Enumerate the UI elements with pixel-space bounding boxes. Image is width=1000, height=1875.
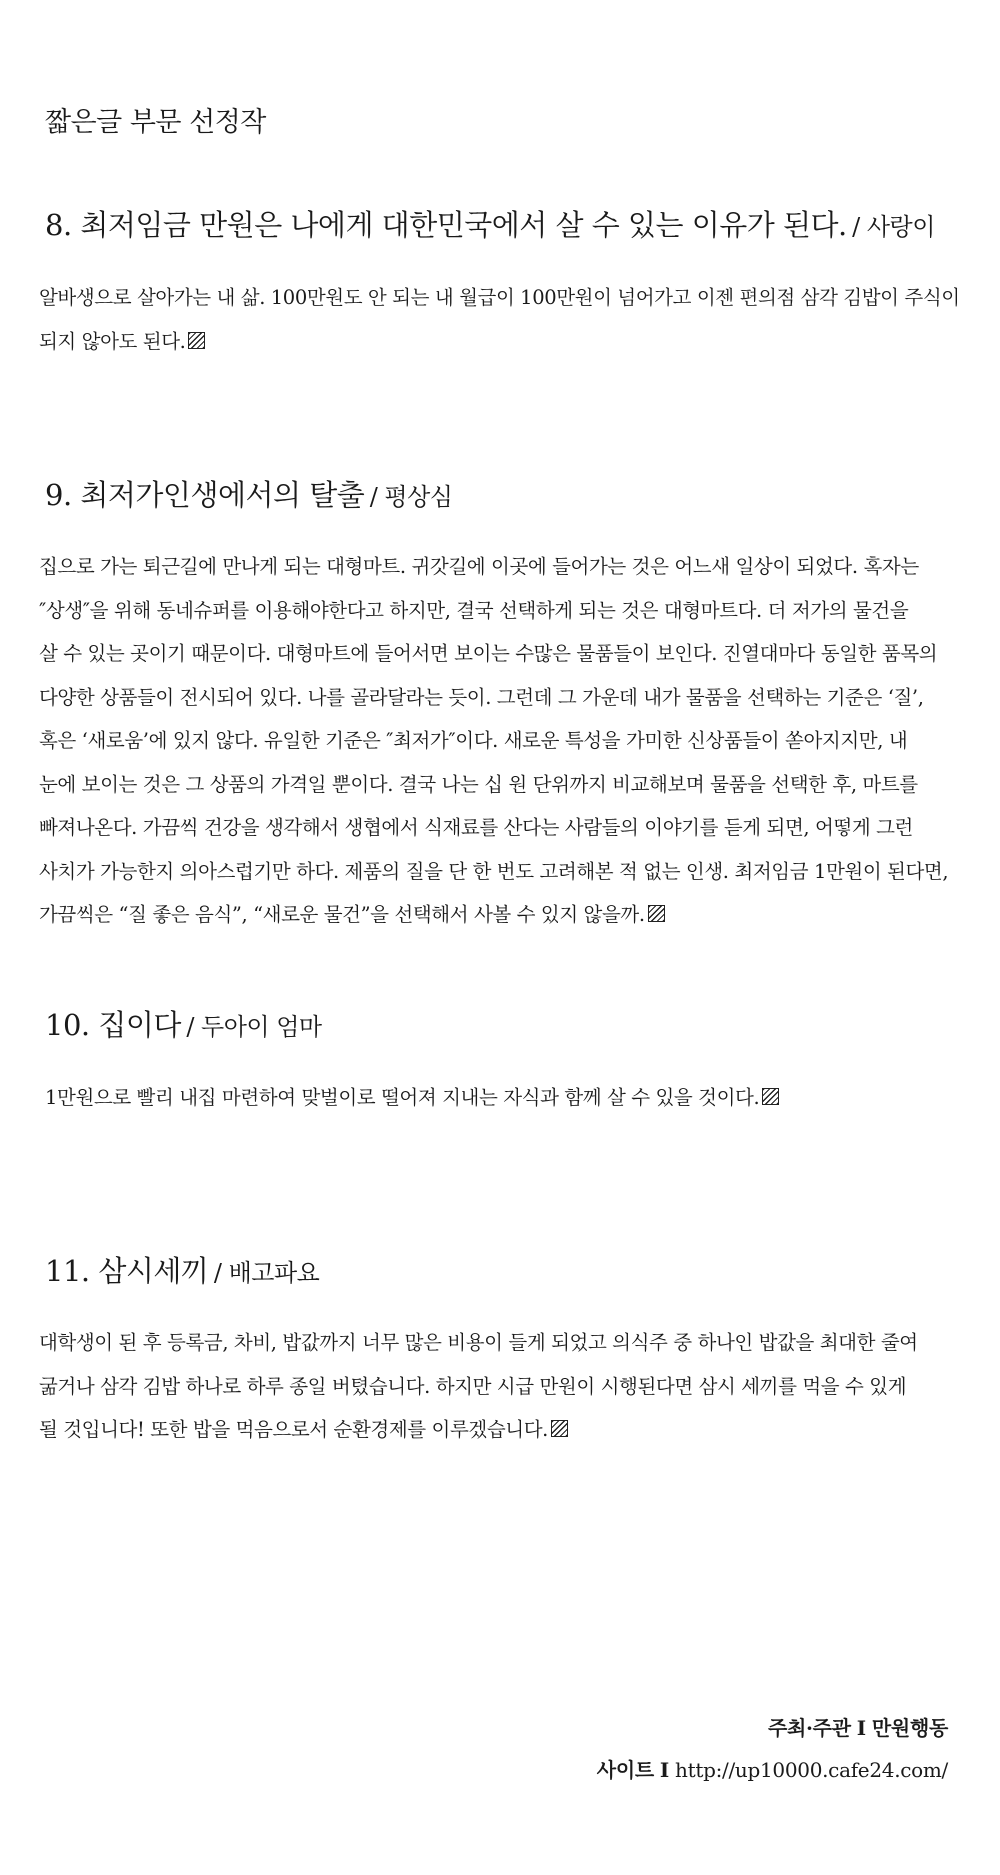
entry-body-line: 빠져나온다. 가끔씩 건강을 생각해서 생협에서 식재료를 산다는 사람들의 이야기를 듣게 되면, 어떻게 그런: [39, 816, 913, 839]
footer-site-url[interactable]: http://up10000.cafe24.com/: [675, 1758, 948, 1782]
entry-body-line: 굶거나 삼각 김밥 하나로 하루 종일 버텼습니다. 하지만 시급 만원이 시행된다면 삼시 세끼를 먹을 수 있게: [39, 1374, 907, 1398]
entry-body-line: 가끔씩은 “질 좋은 음식”, “새로운 물건”을 선택해서 사볼 수 있지 않을까.: [39, 893, 974, 937]
entry-title-11: [45, 1249, 319, 1290]
entry-title-text: 8. 최저임금 만원은 나에게 대한민국에서 살 수 있는 이유가 된다.: [45, 208, 847, 242]
entry-body-line: 되지 않아도 된다.: [39, 320, 974, 364]
end-mark-icon: [551, 1420, 568, 1437]
entry-title-text: 11. 삼시세끼: [45, 1254, 209, 1288]
entry-author: / 배고파요: [213, 1259, 320, 1287]
entry-title-text: 10. 집이다: [45, 1008, 181, 1042]
section-title: 짧은글 부문 선정작: [45, 107, 266, 138]
entry-title-text: 9. 최저가인생에서의 탈출: [45, 478, 365, 512]
entry-body-line: 대학생이 된 후 등록금, 차비, 밥값까지 너무 많은 비용이 들게 되었고 의식주 중 하나인 밥값을 최대한 줄여: [39, 1331, 918, 1354]
entry-body-line: 사치가 가능한지 의아스럽기만 하다. 제품의 질을 단 한 번도 고려해본 적 없는 인생. 최저임금 1만원이 된다면,: [39, 859, 949, 883]
entry-body-line: 알바생으로 살아가는 내 삶. 100만원도 안 되는 내 월급이 100만원이 넘어가고 이젠 편의점 삼각 김밥이 주식이: [39, 286, 960, 309]
entry-title-8: [45, 203, 935, 244]
footer-site-label: 사이트: [596, 1758, 654, 1782]
footer-host-label: 주최·주관: [767, 1716, 851, 1740]
entry-body-10: [45, 1076, 980, 1120]
entry-author: / 두아이 엄마: [186, 1013, 322, 1041]
end-mark-icon: [762, 1088, 779, 1105]
entry-body-line: 살 수 있는 곳이기 때문이다. 대형마트에 들어서면 보이는 수많은 물품들이 보인다. 진열대마다 동일한 품목의: [39, 642, 938, 665]
footer-host: [768, 1712, 948, 1741]
footer-separator: I: [856, 1716, 866, 1740]
entry-body-line: 집으로 가는 퇴근길에 만나게 되는 대형마트. 귀갓길에 이곳에 들어가는 것은 어느새 일상이 되었다. 혹자는: [39, 555, 919, 578]
end-mark-icon: [188, 332, 205, 349]
entry-body-11: [39, 1321, 974, 1452]
entry-body-line: 1만원으로 빨리 내집 마련하여 맞벌이로 떨어져 지내는 자식과 함께 살 수 있을 것이다.: [45, 1076, 980, 1120]
entry-author: / 평상심: [369, 483, 453, 511]
entry-body-9: [39, 545, 974, 937]
entry-body-line: 눈에 보이는 것은 그 상품의 가격일 뿐이다. 결국 나는 십 원 단위까지 비교해보며 물품을 선택한 후, 마트를: [39, 772, 918, 796]
entry-title-10: [45, 1003, 322, 1044]
entry-body-line: 다양한 상품들이 전시되어 있다. 나를 골라달라는 듯이. 그런데 그 가운데 내가 물품을 선택하는 기준은 ‘질’,: [39, 685, 924, 709]
entry-body-8: [39, 276, 974, 363]
entry-body-line: ″상생″을 위해 동네슈퍼를 이용해야한다고 하지만, 결국 선택하게 되는 것은 대형마트다. 더 저가의 물건을: [39, 598, 909, 622]
entry-title-9: [45, 473, 452, 514]
entry-body-line: 혹은 ‘새로움’에 있지 않다. 유일한 기준은 ″최저가″이다. 새로운 특성을 가미한 신상품들이 쏟아지지만, 내: [39, 729, 908, 752]
footer-host-value: 만원행동: [871, 1716, 948, 1740]
end-mark-icon: [648, 905, 665, 922]
entry-author: / 사랑이: [852, 213, 935, 241]
entry-body-line: 될 것입니다! 또한 밥을 먹음으로서 순환경제를 이루겠습니다.: [39, 1408, 974, 1452]
footer-site: [597, 1754, 948, 1783]
footer-separator: I: [659, 1758, 669, 1782]
